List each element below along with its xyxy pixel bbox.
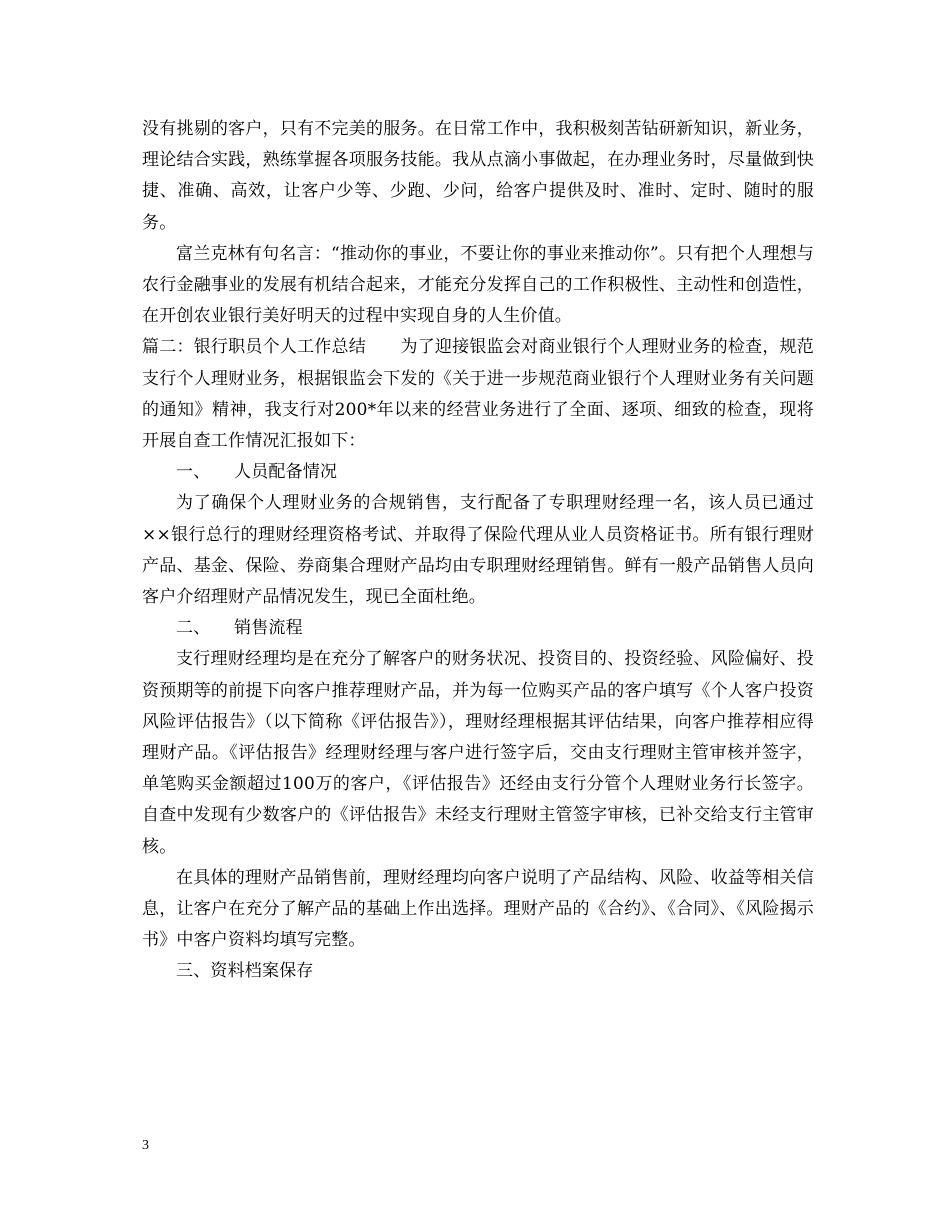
- page-number: 3: [142, 1138, 149, 1153]
- heading-records: [142, 956, 814, 987]
- heading-text: 销售流程: [234, 618, 303, 639]
- heading-number: 二、: [176, 618, 211, 639]
- paragraph-section-two-intro: 篇二：银行职员个人工作总结 为了迎接银监会对商业银行个人理财业务的检查，规范支行个人理财业务，根据银监会下发的《关于进一步规范商业银行个人理财业务有关问题的通知》精神，我支行对200*年以来的经营业务进行了全面、逐项、细致的检查，现将开展自查工作情况汇报如下：: [142, 337, 814, 452]
- heading-text: 人员配备情况: [234, 462, 338, 483]
- heading-number: 一、: [176, 462, 211, 483]
- paragraph-sales-process: 支行理财经理均是在充分了解客户的财务状况、投资目的、投资经验、风险偏好、投资预期等的前提下向客户推荐理财产品，并为每一位购买产品的客户填写《个人客户投资风险评估报告》（以下简称《评估报告》），理财经理根据其评估结果，向客户推荐相应得理财产品。《评估报告》经理财经理与客户进行签字后，交由支行理财主管审核并签字，单笔购买金额超过100万的客户，《评估报告》还经由支行分管个人理财业务行长签字。自查中发现有少数客户的《评估报告》未经支行理财主管签字审核，已补交给支行主管审核。: [142, 649, 814, 857]
- paragraph-staffing: 为了确保个人理财业务的合规销售，支行配备了专职理财经理一名，该人员已通过××银行总行的理财经理资格考试、并取得了保险代理从业人员资格证书。所有银行理财产品、基金、保险、券商集合理财产品均由专职理财经理销售。鲜有一般产品销售人员向客户介绍理财产品情况发生，现已全面杜绝。: [142, 493, 814, 608]
- document-body: [142, 114, 814, 988]
- heading-sales-process: [142, 613, 814, 644]
- heading-staffing: [142, 457, 814, 488]
- heading-text: 三、资料档案保存: [176, 961, 314, 982]
- paragraph-franklin-quote: 富兰克林有句名言：“推动你的事业，不要让你的事业来推动你”。只有把个人理想与农行金融事业的发展有机结合起来，才能充分发挥自己的工作积极性、主动性和创造性，在开创农业银行美好明天的过程中实现自身的人生价值。: [142, 243, 814, 327]
- paragraph-product-disclosure: 在具体的理财产品销售前，理财经理均向客户说明了产品结构、风险、收益等相关信息，让客户在充分了解产品的基础上作出选择。理财产品的《合约》、《合同》、《风险揭示书》中客户资料均填写完整。: [142, 867, 814, 951]
- paragraph-service: 没有挑剔的客户，只有不完美的服务。在日常工作中，我积极刻苦钻研新知识，新业务，理论结合实践，熟练掌握各项服务技能。我从点滴小事做起，在办理业务时，尽量做到快捷、准确、高效，让客户少等、少跑、少问，给客户提供及时、准时、定时、随时的服务。: [142, 119, 814, 233]
